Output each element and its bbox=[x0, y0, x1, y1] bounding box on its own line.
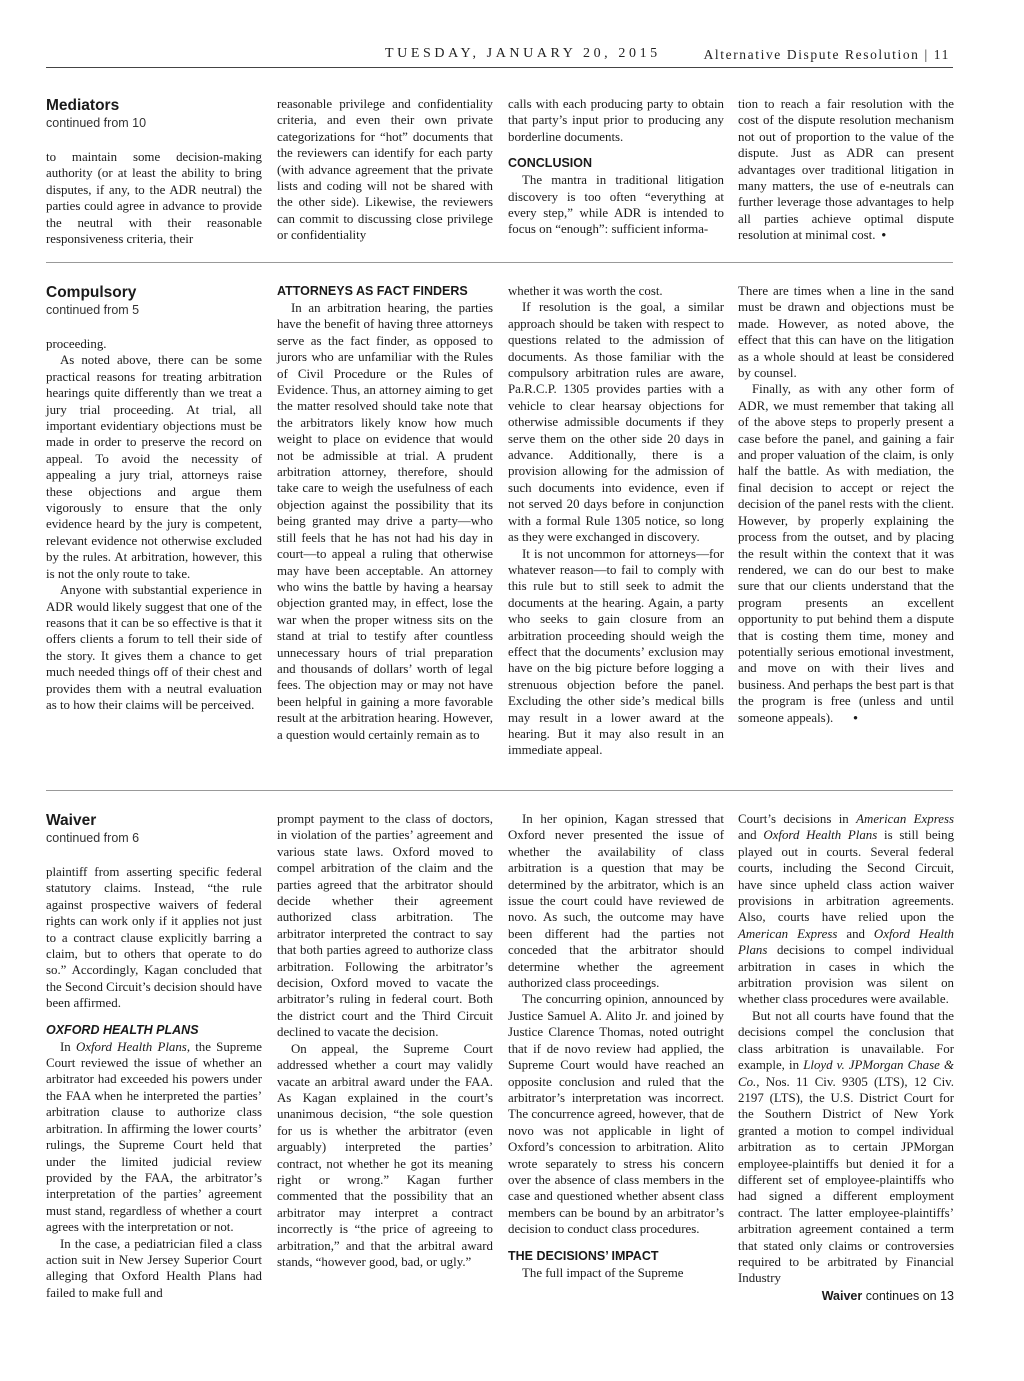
section-divider bbox=[46, 262, 953, 263]
paragraph: whether it was worth the cost. bbox=[508, 284, 663, 298]
waiver-col-1 bbox=[46, 811, 262, 1301]
mediators-col-3 bbox=[508, 96, 724, 238]
section-divider bbox=[46, 790, 953, 791]
paragraph: prompt payment to the class of doctors, in violation of the parties’ agreement and various state laws. Oxford moved to compel arbitration of the claim and the parties agreed that the arbitrator should decide whether their agreement authorized class arbitration. The arbitrator interpreted the contract to say that both parties agreed to authorize class arbitration. Following the arbitrator’s decision, Oxford moved to vacate the arbitrator’s ruling in federal court. Both the district court and the Third Circuit declined to vacate the decision. bbox=[277, 812, 493, 1040]
header-rule bbox=[46, 67, 953, 68]
page-header bbox=[0, 0, 1024, 70]
paragraph: proceeding. bbox=[46, 337, 107, 351]
article-title: Waiver bbox=[46, 812, 97, 829]
paragraph: In Oxford Health Plans, the Supreme Court reviewed the issue of whether an arbitrator had exceeded his powers under the FAA when he interpreted the parties’ arbitration clause to authorize class arbitration. In affirming the lower courts’ rulings, the Supreme Court held that under the limited judicial review provided by the FAA, the arbitrator’s interpretation of the parties’ agreement must stand, regardless of whether a court agrees with the interpretation or not. bbox=[46, 1039, 262, 1235]
waiver-col-2 bbox=[277, 811, 493, 1270]
paragraph: plaintiff from asserting specific federal statutory claims. Instead, “the rule against prospective waivers of federal rights can work only if it applies not just to a contract clause explicitly barring a claim, but to others that operate to do so.” Accordingly, Kagan concluded that the Second Circuit’s decision should have been affirmed. bbox=[46, 865, 262, 1011]
subheading: ATTORNEYS AS FACT FINDERS bbox=[277, 284, 468, 298]
article-title: Mediators bbox=[46, 97, 120, 114]
paragraph: If resolution is the goal, a similar approach should be taken with respect to questions related to the admission of documents. As those familiar with the compulsory arbitration rules are aware, Pa.R.C.P. 1305 provides parties with a vehicle to clear hearsay objections for otherwise admissible documents if they serve them on the other side 20 days in advance. Additionally, there is a provision allowing for the admission of such documents into evidence, even if not served 20 days before in conjunction with a formal Rule 1305 notice, so long as they were exchanged in discovery. bbox=[508, 300, 724, 545]
subheading: OXFORD HEALTH PLANS bbox=[46, 1022, 199, 1037]
paragraph: Finally, as with any other form of ADR, we must remember that taking all of the above steps to properly present a case before the panel, and gaining a fair and proper valuation of the claim, is only half the battle. As with mediation, the final decision to accept or reject the decision of the panel rests with the client. However, by properly explaining the process from the outset, and by placing the result within the context that it was rendered, we can do our best to make sure that our clients understand that the program presents an excellent opportunity to put behind them a dispute that is costing them time, money and potentially serious emotional investment, and move on with their lives and business. And perhaps the best part is that the program is free (unless and until someone appeals). • bbox=[738, 382, 954, 725]
subheading: CONCLUSION bbox=[508, 156, 593, 171]
mediators-col-2 bbox=[277, 96, 493, 244]
end-mark-icon: • bbox=[853, 709, 858, 725]
compulsory-col-4 bbox=[738, 283, 954, 726]
paragraph: reasonable privilege and confidentiality criteria, and even their own private categorizations for “hot” documents that the reviewers can identify for each party (with advance agreement that the private lists and coding will not be shared with the other side). Likewise, the reviewers can commit to discussing close privilege or confidentiality bbox=[277, 97, 493, 243]
compulsory-col-1 bbox=[46, 283, 262, 713]
paragraph: It is not uncommon for attorneys—for whatever reason—to fail to comply with this rule but to still seek to admit the documents at the hearing. Again, a party who seeks to gain closure from an arbitration proceeding should weigh the effect that the documents’ exclusion may have on the big picture before logging a strenuous objection before the panel. Excluding the other side’s medical bills may result in a lower award at the hearing. But it may also result in an immediate appeal. bbox=[508, 546, 724, 758]
paragraph: There are times when a line in the sand must be drawn and objections must be made. However, as noted above, the effect that this can have on the litigation as a whole should at least be considered by counsel. bbox=[738, 284, 954, 381]
case-name: Lloyd v. JPMorgan Chase & Co. bbox=[738, 1058, 954, 1089]
paragraph: In the case, a pediatrician filed a class action suit in New Jersey Superior Court alleging that Oxford Health Plans had failed to make full and bbox=[46, 1236, 262, 1300]
paragraph: to maintain some decision-making authority (or at least the ability to bring disputes, if any, to the ADR neutral) the parties could agree in advance to provide the neutral with their reasonable responsiveness criteria, their bbox=[46, 150, 262, 247]
paragraph: Court’s decisions in American Express and Oxford Health Plans is still being played out in courts. Several federal courts, including the Second Circuit, have since upheld class action waiver provisions in arbitration agreements. Also, courts have relied upon the American Express and Oxford Health Plans decisions to compel individual arbitration in cases in which the arbitration provision was silent on whether class procedures were available. bbox=[738, 812, 955, 1007]
jump-line: Waiver continues on 13 bbox=[821, 1288, 954, 1303]
waiver-col-3 bbox=[508, 811, 724, 1281]
case-name: Oxford Health Plans bbox=[75, 1039, 187, 1054]
issue-date: TUESDAY, JANUARY 20, 2015 bbox=[385, 46, 661, 61]
paragraph: As noted above, there can be some practical reasons for treating arbitration hearings quite differently than we treat a jury trial proceeding. At trial, all important evidentiary objections must be made in order to preserve the record on appeal. To avoid the necessity of appealing a jury trial, attorneys raise these objections and argue them vigorously to ensure that the only evidence heard by the jury is competent, relevant evidence not otherwise excluded by the rules. At arbitration, however, this is not the only route to take. bbox=[46, 353, 262, 581]
compulsory-col-3 bbox=[508, 283, 724, 759]
paragraph: The concurring opinion, announced by Justice Samuel A. Alito Jr. and joined by Justice Clarence Thomas, noted outright that if de novo review had applied, the Supreme Court would have reached an opposite conclusion and ruled that the arbitrator’s interpretation was incorrect. The concurrence agreed, however, that de novo was not applicable in light of Oxford’s concession to arbitration. Alito wrote separately to stress his concern over the absence of class members in the case and questioned whether absent class members can be bound by an arbitrator’s decision to conduct class procedures. bbox=[508, 992, 724, 1237]
mediators-col-4 bbox=[738, 96, 954, 244]
paragraph: The mantra in traditional litigation discovery is too often “everything at every step,” while ADR is intended to focus on “enough”: sufficient informa- bbox=[508, 173, 724, 237]
section-folio: Alternative Dispute Resolution | 11 bbox=[703, 47, 950, 62]
compulsory-col-2 bbox=[277, 283, 493, 743]
paragraph: But not all courts have found that the decisions compel the conclusion that class arbitration is unavailable. For example, in Lloyd v. JPMorgan Chase & Co., Nos. 11 Civ. 9305 (LTS), 12 Civ. 2197 (LTS), the U.S. District Court for the Southern District of New York granted a motion to compel individual arbitration as to certain JPMorgan employee-plaintiffs but denied it for a different set of employee-plaintiffs who had signed a different employment contract. The latter employee-plaintiffs’ arbitration agreement contained a term that stated only claims or controversies required to be arbitrated by Financial Industry bbox=[738, 1008, 954, 1286]
article-mediators bbox=[46, 96, 953, 246]
continued-from: continued from 5 bbox=[46, 303, 140, 317]
end-mark-icon: • bbox=[881, 227, 886, 243]
waiver-col-4 bbox=[738, 811, 954, 1304]
article-compulsory bbox=[46, 283, 953, 773]
paragraph: In an arbitration hearing, the parties have the benefit of having three attorneys serve as the fact finder, as opposed to jurors who are unfamiliar with the Rules of Civil Procedure or the Rules of Evidence. Thus, an attorney aiming to get the matter resolved should take note that the arbitrators likely know how much weight to place on evidence that would not be admissible at trial. A prudent arbitration attorney, therefore, should take care to weigh the usefulness of each objection against the possibility that its being granted may drive a party—who still feels that he has not had his day in court—to appeal a ruling that otherwise may have been acceptable. An attorney who wins the battle by having a hearsay objection granted may, in effect, lose the war when the proper witness sits on the stand at trial to testify after countless unnecessary hours of trial preparation and thousands of dollars’ worth of legal fees. The objection may or may not have been helpful in gaining a more favorable result at the arbitration hearing. However, a question would certainly remain as to bbox=[277, 301, 493, 742]
paragraph: Anyone with substantial experience in ADR would likely suggest that one of the reasons that it can be so effective is that it offers clients a forum to tell their side of the story. It gives them a chance to get much needed things off of their chest and provides them with a neutral evaluation as to how their claims will be perceived. bbox=[46, 583, 262, 712]
paragraph: calls with each producing party to obtain that party’s input prior to producing any borderline documents. bbox=[508, 97, 724, 144]
paragraph: In her opinion, Kagan stressed that Oxford never presented the issue of whether the availability of class arbitration is a question that may be determined by the arbitrator, which is an issue the court could have reviewed de novo. As such, the outcome may have been different had the parties not conceded that the arbitrator should determine whether the agreement authorized class proceedings. bbox=[508, 812, 724, 991]
subheading: THE DECISIONS’ IMPACT bbox=[508, 1248, 659, 1263]
article-title: Compulsory bbox=[46, 284, 137, 301]
paragraph: tion to reach a fair resolution with the cost of the dispute resolution mechanism not out of proportion to the value of the dispute. Just as ADR can present advantages over traditional litigation in many matters, the use of e-neutrals can further leverage those advantages to help all parties achieve optimal dispute resolution at minimal cost. • bbox=[738, 97, 954, 243]
paragraph: On appeal, the Supreme Court addressed whether a court may validly vacate an arbitral award under the FAA. As Kagan explained in the court’s unanimous decision, “the sole question for us is whether the arbitrator (even arguably) interpreted the parties’ contract, not whether he got its meaning right or wrong.” Kagan further commented that the possibility that an arbitrator may interpret a contract incorrectly is “the price of agreeing to arbitration,” and that the arbitral award stands, “however good, bad, or ugly.” bbox=[277, 1041, 493, 1269]
continued-from: continued from 6 bbox=[46, 831, 140, 845]
article-waiver bbox=[46, 811, 953, 1321]
mediators-col-1 bbox=[46, 96, 262, 247]
paragraph: The full impact of the Supreme bbox=[522, 1265, 684, 1280]
continued-from: continued from 10 bbox=[46, 116, 147, 130]
